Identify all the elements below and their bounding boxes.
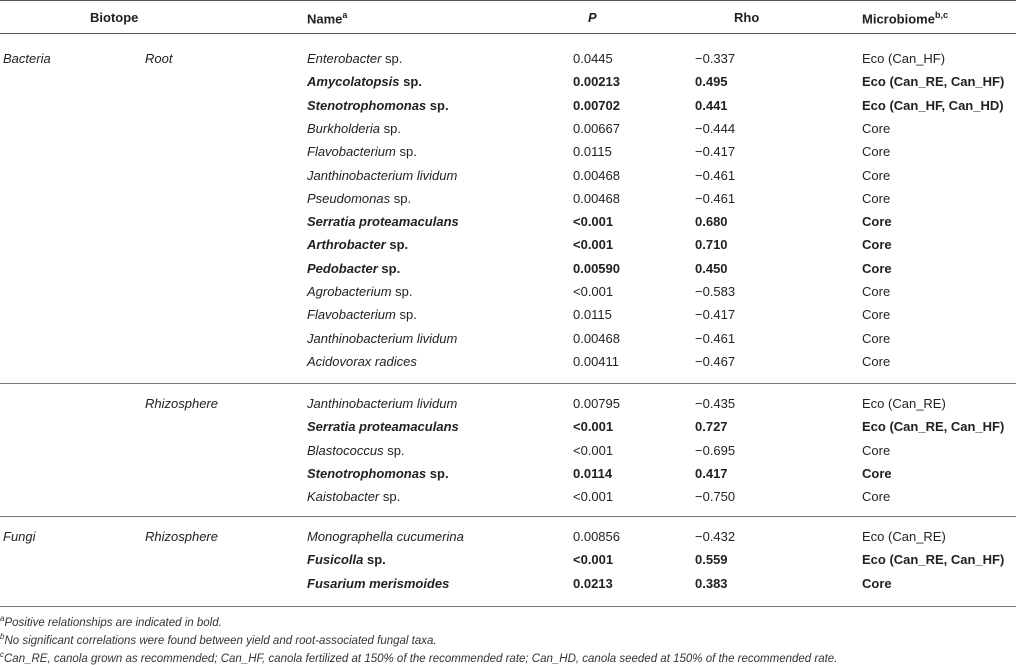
p-value-cell: <0.001 xyxy=(573,214,614,230)
table-row xyxy=(0,210,1016,233)
table-header xyxy=(0,0,1016,34)
header-rho: Rho xyxy=(734,10,760,25)
p-value-cell: 0.0114 xyxy=(573,465,613,481)
microbiome-cell: Core xyxy=(862,167,891,183)
microbiome-cell: Core xyxy=(862,465,892,481)
footnote: $^c$Can_RE, canola grown as recommended; Can_HF, canola fertilized at 150% of the recommended rate; Can_HD, canola seeded at 150% of the recommended rate. xyxy=(0,650,838,665)
microbiome-cell: Eco (Can_RE, Can_HF) xyxy=(862,419,1005,435)
name-cell: Fusarium merismoides xyxy=(307,575,450,591)
microbiome-cell: Core xyxy=(862,353,891,369)
name-cell: Pedobacter sp. xyxy=(307,260,401,276)
name-cell: Acidovorax radices xyxy=(307,353,417,369)
table-row xyxy=(0,47,1016,70)
p-value-cell: 0.0115 xyxy=(573,307,612,323)
rho-cell: 0.710 xyxy=(695,237,728,253)
table-row xyxy=(0,350,1016,373)
microbiome-cell: Core xyxy=(862,489,891,505)
microbiome-cell: Core xyxy=(862,120,891,136)
table-row xyxy=(0,94,1016,117)
microbiome-cell: Eco (Can_HF) xyxy=(862,51,946,66)
microbiome-cell: Core xyxy=(862,214,892,230)
rho-cell: −0.417 xyxy=(695,307,736,323)
rho-cell: −0.461 xyxy=(695,330,736,346)
table-row xyxy=(0,462,1016,485)
p-value-cell: <0.001 xyxy=(573,552,614,568)
rho-cell: 0.417 xyxy=(695,465,728,481)
table-row xyxy=(0,280,1016,303)
rho-cell: −0.461 xyxy=(695,190,736,206)
name-cell: Stenotrophomonas sp. xyxy=(307,465,449,481)
p-value-cell: 0.00856 xyxy=(573,529,620,544)
table-row xyxy=(0,525,1016,548)
name-cell: Monographella cucumerina xyxy=(307,529,464,544)
biotope-cell: Rhizosphere xyxy=(145,529,218,544)
p-value-cell: <0.001 xyxy=(573,442,614,458)
microbiome-cell: Core xyxy=(862,190,891,206)
p-value-cell: 0.00213 xyxy=(573,74,620,90)
table-row xyxy=(0,70,1016,93)
name-cell: Arthrobacter sp. xyxy=(307,237,409,253)
microbiome-cell: Core xyxy=(862,284,891,299)
p-value-cell: 0.0213 xyxy=(573,575,613,591)
microbiome-cell: Core xyxy=(862,237,892,253)
category-cell: Fungi xyxy=(3,529,36,544)
name-cell: Burkholderia sp. xyxy=(307,120,401,136)
footnote: $^a$Positive relationships are indicated in bold. xyxy=(0,614,222,629)
p-value-cell: <0.001 xyxy=(573,237,614,253)
microbiome-cell: Core xyxy=(862,307,891,323)
name-cell: Amycolatopsis sp. xyxy=(307,74,422,90)
table-row xyxy=(0,548,1016,571)
rho-cell: 0.450 xyxy=(695,260,728,276)
name-cell: Flavobacterium sp. xyxy=(307,144,417,160)
biotope-cell: Rhizosphere xyxy=(145,396,218,411)
microbiome-cell: Core xyxy=(862,442,891,458)
p-value-cell: 0.00468 xyxy=(573,167,620,183)
microbiome-cell: Eco (Can_RE) xyxy=(862,396,946,411)
header-name: Name$^a$ xyxy=(307,10,348,27)
table-row xyxy=(0,233,1016,256)
name-cell: Janthinobacterium lividum xyxy=(307,330,458,346)
rho-cell: 0.727 xyxy=(695,419,728,435)
rho-cell: −0.417 xyxy=(695,144,736,160)
group-divider xyxy=(0,606,1016,607)
footnote: $^b$No significant correlations were found between yield and root-associated fungal taxa. xyxy=(0,632,437,647)
name-cell: Serratia proteamaculans xyxy=(307,214,459,230)
microbiome-cell: Core xyxy=(862,575,892,591)
name-cell: Fusicolla sp. xyxy=(307,552,386,568)
p-value-cell: 0.00468 xyxy=(573,190,620,206)
table-row xyxy=(0,257,1016,280)
name-cell: Janthinobacterium lividum xyxy=(307,167,458,183)
name-cell: Enterobacter sp. xyxy=(307,51,403,66)
rho-cell: 0.383 xyxy=(695,575,728,591)
rho-cell: 0.495 xyxy=(695,74,728,90)
p-value-cell: <0.001 xyxy=(573,489,614,505)
table-row xyxy=(0,140,1016,163)
table-row xyxy=(0,327,1016,350)
rho-cell: −0.444 xyxy=(695,120,736,136)
name-cell: Flavobacterium sp. xyxy=(307,307,417,323)
rho-cell: −0.583 xyxy=(695,284,736,299)
rho-cell: −0.750 xyxy=(695,489,736,505)
table-row xyxy=(0,303,1016,326)
header-biotope: Biotope xyxy=(90,10,139,25)
rho-cell: 0.559 xyxy=(695,552,728,568)
name-cell: Kaistobacter sp. xyxy=(307,489,401,505)
p-value-cell: 0.00702 xyxy=(573,97,620,113)
name-cell: Blastococcus sp. xyxy=(307,442,405,458)
table-row xyxy=(0,117,1016,140)
header-microbiome: Microbiome$^{b,c}$ xyxy=(862,10,948,27)
table-row xyxy=(0,572,1016,595)
group-divider xyxy=(0,516,1016,517)
microbiome-cell: Core xyxy=(862,260,892,276)
microbiome-cell: Eco (Can_RE, Can_HF) xyxy=(862,74,1005,90)
p-value-cell: 0.00795 xyxy=(573,396,620,411)
rho-cell: −0.432 xyxy=(695,529,736,544)
microbiome-cell: Core xyxy=(862,144,891,160)
name-cell: Agrobacterium sp. xyxy=(307,284,413,299)
rho-cell: −0.695 xyxy=(695,442,736,458)
rho-cell: −0.461 xyxy=(695,167,736,183)
name-cell: Stenotrophomonas sp. xyxy=(307,97,449,113)
rho-cell: 0.441 xyxy=(695,97,728,113)
p-value-cell: 0.00468 xyxy=(573,330,620,346)
table-row xyxy=(0,187,1016,210)
p-value-cell: <0.001 xyxy=(573,419,614,435)
table-row xyxy=(0,415,1016,438)
p-value-cell: 0.0115 xyxy=(573,144,612,160)
name-cell: Pseudomonas sp. xyxy=(307,190,412,206)
rho-cell: −0.435 xyxy=(695,396,736,411)
rho-cell: −0.337 xyxy=(695,51,736,66)
category-cell: Bacteria xyxy=(3,51,51,66)
table-row xyxy=(0,164,1016,187)
microbiome-cell: Eco (Can_RE, Can_HF) xyxy=(862,552,1005,568)
microbiome-cell: Eco (Can_RE) xyxy=(862,529,946,544)
microbiome-cell: Core xyxy=(862,330,891,346)
table-row xyxy=(0,439,1016,462)
group-divider xyxy=(0,383,1016,384)
biotope-cell: Root xyxy=(145,51,173,66)
p-value-cell: 0.00411 xyxy=(573,353,620,369)
rho-cell: −0.467 xyxy=(695,353,736,369)
header-p: P xyxy=(588,10,597,25)
name-cell: Janthinobacterium lividum xyxy=(307,396,458,411)
rho-cell: 0.680 xyxy=(695,214,728,230)
table-row xyxy=(0,485,1016,508)
name-cell: Serratia proteamaculans xyxy=(307,419,459,435)
p-value-cell: <0.001 xyxy=(573,284,614,299)
table-row xyxy=(0,392,1016,415)
p-value-cell: 0.00667 xyxy=(573,120,620,136)
microbiome-cell: Eco (Can_HF, Can_HD) xyxy=(862,97,1004,113)
p-value-cell: 0.00590 xyxy=(573,260,620,276)
p-value-cell: 0.0445 xyxy=(573,51,613,66)
